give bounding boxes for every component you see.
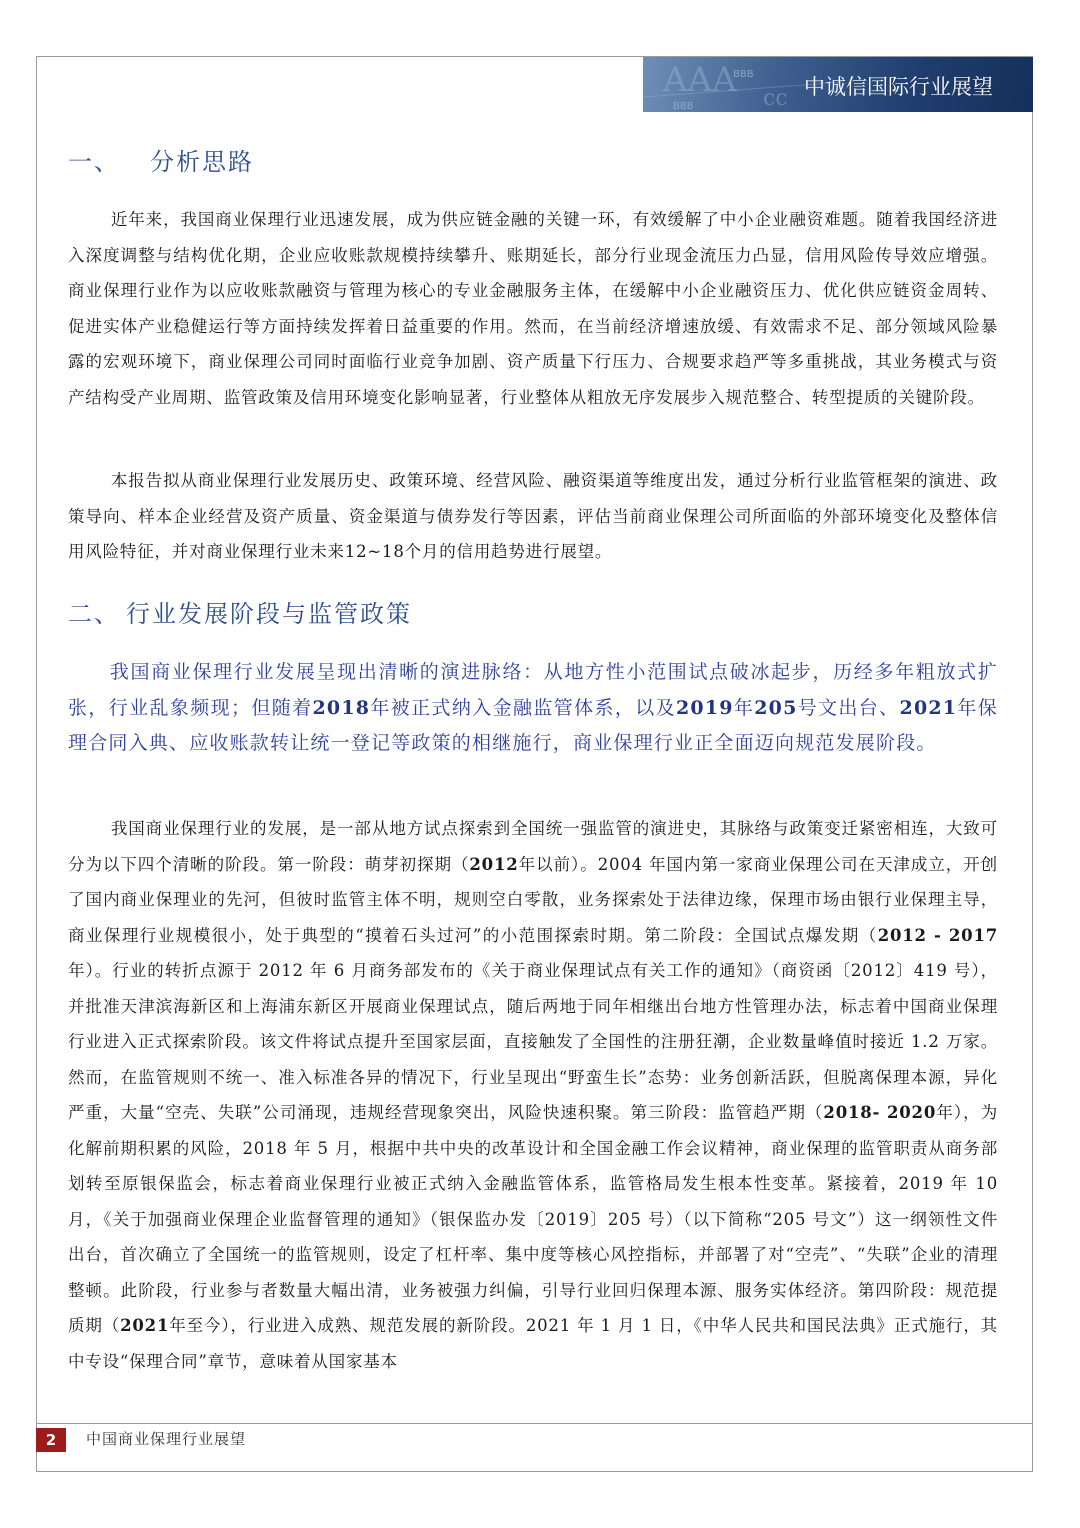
section-2-title: 行业发展阶段与监管政策 (126, 600, 412, 628)
section-1-number: 一、 (68, 148, 120, 176)
banner-title: 中诚信国际行业展望 (804, 75, 993, 99)
page-number-badge: 2 (36, 1428, 66, 1452)
banner-decor-letters: AAA (663, 60, 737, 100)
section-1-paragraph-1: 近年来，我国商业保理行业迅速发展，成为供应链金融的关键一环，有效缓解了中小企业融资难题。随着我国经济进入深度调整与结构优化期，企业应收账款规模持续攀升、账期延长，部分行业现金流压力凸显，信用风险传导效应增强。商业保理行业作为以应收账款融资与管理为核心的专业金融服务主体，在缓解中小企业融资压力、优化供应链资金周转、促进实体产业稳健运行等方面持续发挥着日益重要的作用。然而，在当前经济增速放缓、有效需求不足、部分领域风险暴露的宏观环境下，商业保理公司同时面临行业竞争加剧、资产质量下行压力、合规要求趋严等多重挑战，其业务模式与资产结构受产业周期、监管政策及信用环境变化影响显著，行业整体从粗放无序发展步入规范整合、转型提质的关键阶段。 (68, 210, 998, 407)
header-banner (643, 57, 1033, 112)
footer-divider (36, 1423, 1033, 1424)
section-2-paragraph: 我国商业保理行业的发展，是一部从地方试点探索到全国统一强监管的演进史，其脉络与政策变迁紧密相连，大致可分为以下四个清晰的阶段。第一阶段：萌芽初探期（2012年以前）。2004 年国内第一家商业保理公司在天津成立，开创了国内商业保理业的先河，但彼时监管主体不明，规则空白零散，业务探索处于法律边缘，保理市场由银行业保理主导，商业保理行业规模很小，处于典型的“摸着石头过河”的小范围探索时期。第二阶段：全国试点爆发期（2012 - 2017年）。行业的转折点源于 2012 年 6 月商务部发布的《关于商业保理试点有关工作的通知》（商资函〔2012〕419 号），并批准天津滨海新区和上海浦东新区开展商业保理试点，随后两地于同年相继出台地方性管理办法，标志着中国商业保理行业进入正式探索阶段。该文件将试点提升至国家层面，直接触发了全国性的注册狂潮，企业数量峰值时接近 1.2 万家。然而，在监管规则不统一、准入标准各异的情况下，行业呈现出“野蛮生长”态势：业务创新活跃，但脱离保理本源，异化严重，大量“空壳、失联”公司涌现，违规经营现象突出，风险快速积聚。第三阶段：监管趋严期（2018- 2020年），为化解前期积累的风险，2018 年 5 月，根据中共中央的改革设计和全国金融工作会议精神，商业保理的监管职责从商务部划转至原银保监会，标志着商业保理行业被正式纳入金融监管体系，监管格局发生根本性变革。紧接着，2019 年 10 月，《关于加强商业保理企业监督管理的通知》（银保监办发〔2019〕205 号）（以下简称“205 号文”）这一纲领性文件出台，首次确立了全国统一的监管规则，设定了杠杆率、集中度等核心风控指标，并部署了对“空壳”、“失联”企业的清理整顿。此阶段，行业参与者数量大幅出清，业务被强力纠偏，引导行业回归保理本源、服务实体经济。第四阶段：规范提质期（2021年至今），行业进入成熟、规范发展的新阶段。2021 年 1 月 1 日，《中华人民共和国民法典》正式施行，其中专设“保理合同”章节，意味着从国家基本 (68, 819, 999, 1371)
section-1-heading (68, 142, 254, 177)
section-2-summary: 我国商业保理行业发展呈现出清晰的演进脉络：从地方性小范围试点破冰起步，历经多年粗放式扩张，行业乱象频现；但随着2018年被正式纳入金融监管体系，以及2019年205号文出台、2021年保理合同入典、应收账款转让统一登记等政策的相继施行，商业保理行业正全面迈向规范发展阶段。 (68, 661, 998, 754)
section-1-paragraph-2: 本报告拟从商业保理行业发展历史、政策环境、经营风险、融资渠道等维度出发，通过分析行业监管框架的演进、政策导向、样本企业经营及资产质量、资金渠道与债券发行等因素，评估当前商业保理公司所面临的外部环境变化及整体信用风险特征，并对商业保理行业未来12~18个月的信用趋势进行展望。 (68, 471, 998, 561)
svg-text:BBB: BBB (673, 101, 694, 112)
section-1-title: 分析思路 (150, 148, 254, 176)
section-2-number: 二、 (68, 600, 120, 628)
svg-text:cc: cc (763, 86, 788, 111)
footer-title: 中国商业保理行业展望 (86, 1430, 247, 1448)
svg-text:BBB: BBB (733, 69, 754, 80)
section-2-heading (68, 594, 412, 629)
